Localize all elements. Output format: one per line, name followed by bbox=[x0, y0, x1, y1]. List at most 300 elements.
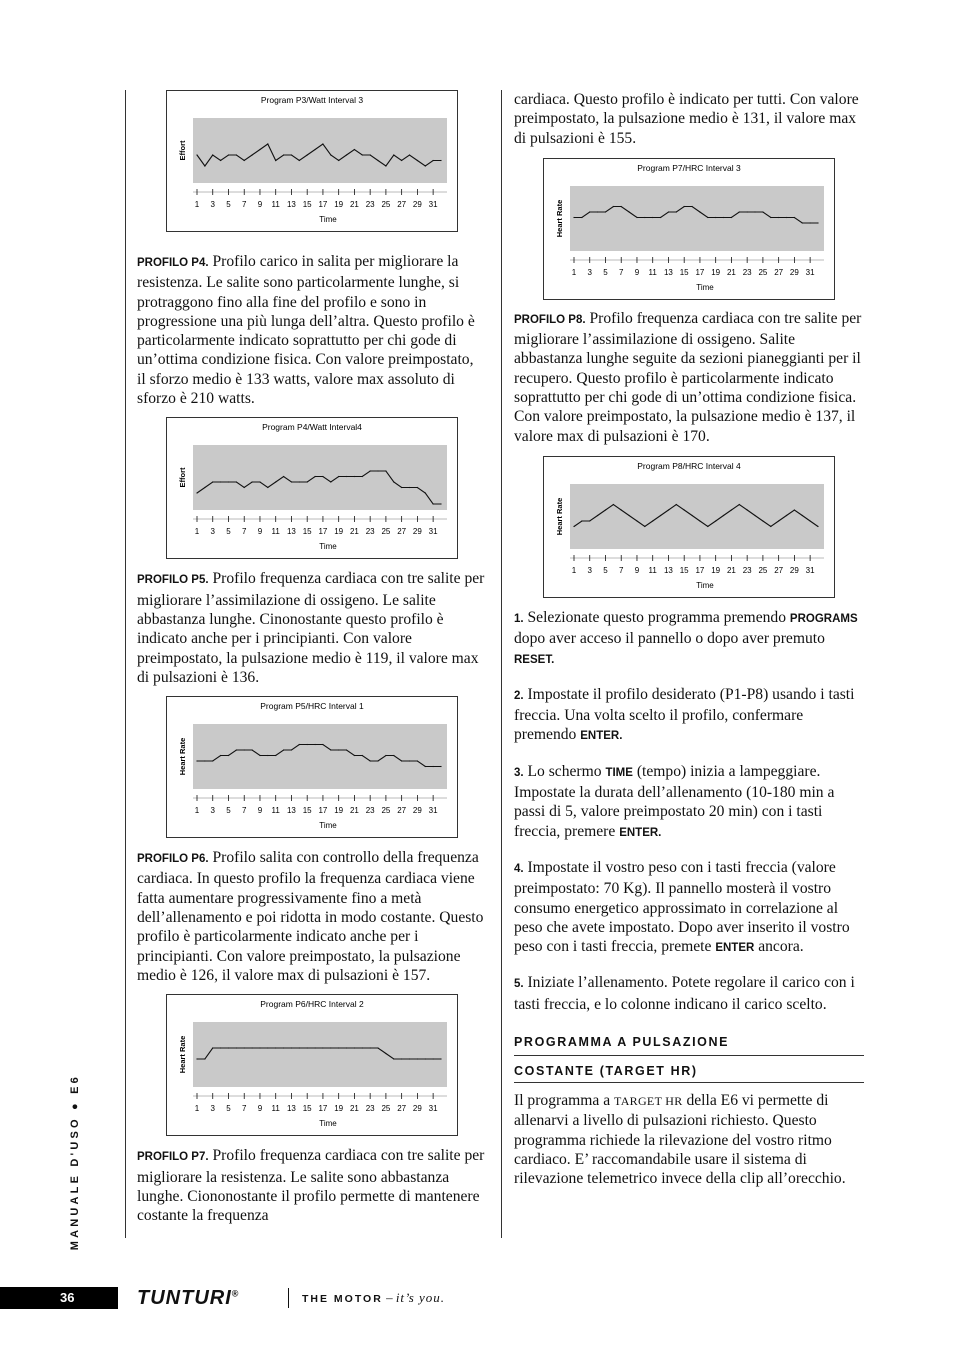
chart-svg bbox=[167, 91, 457, 231]
data-point bbox=[597, 211, 598, 212]
data-point bbox=[315, 1048, 316, 1049]
step-3-key-time: TIME bbox=[605, 766, 633, 779]
data-point bbox=[754, 211, 755, 212]
chart-svg bbox=[544, 457, 834, 597]
step-4-number: 4. bbox=[514, 862, 524, 875]
data-point bbox=[291, 750, 292, 751]
p6-label: PROFILO P6. bbox=[137, 853, 209, 866]
data-point bbox=[307, 744, 308, 745]
data-point bbox=[275, 160, 276, 161]
data-point bbox=[259, 1048, 260, 1049]
x-tick-label: 5 bbox=[226, 527, 231, 537]
x-tick-label: 5 bbox=[226, 806, 231, 816]
data-point bbox=[802, 515, 803, 516]
data-point bbox=[425, 493, 426, 494]
data-point bbox=[228, 154, 229, 155]
target-hr-text-c: della E6 vi permette di allenarvi a livello di pulsazioni richiesto. Questo programma richiede la rilevazione del vostro ritmo cardiaco. E’ raccomandabile usare il sistema di rilevazione telemetrico invece della clip all’orecchio. bbox=[514, 1092, 846, 1188]
x-tick-label: 19 bbox=[334, 200, 344, 209]
data-point bbox=[440, 160, 441, 161]
data-point bbox=[315, 149, 316, 150]
y-axis-label: Heart Rate bbox=[178, 1035, 187, 1074]
x-tick-label: 13 bbox=[663, 267, 673, 277]
x-tick-label: 17 bbox=[318, 806, 328, 816]
data-point bbox=[731, 217, 732, 218]
section-heading-line2: COSTANTE (TARGET HR) bbox=[514, 1064, 698, 1079]
data-point bbox=[244, 750, 245, 751]
data-point bbox=[605, 509, 606, 510]
data-point bbox=[220, 755, 221, 756]
data-point bbox=[315, 744, 316, 745]
x-tick-label: 25 bbox=[758, 565, 768, 575]
x-tick-label: 21 bbox=[349, 806, 359, 816]
tagline-its-you: it’s you. bbox=[395, 1290, 446, 1305]
plot-area bbox=[570, 186, 824, 251]
data-point bbox=[370, 761, 371, 762]
data-point bbox=[307, 1048, 308, 1049]
footer-separator bbox=[288, 1288, 289, 1308]
x-tick-label: 11 bbox=[271, 806, 280, 816]
data-point bbox=[699, 211, 700, 212]
data-point bbox=[330, 482, 331, 483]
x-tick-label: 9 bbox=[634, 267, 640, 277]
data-point bbox=[786, 217, 787, 218]
step-4-key-enter: ENTER bbox=[715, 942, 755, 955]
step-1-number: 1. bbox=[514, 612, 524, 625]
step-3-number: 3. bbox=[514, 766, 524, 779]
x-tick-label: 21 bbox=[349, 527, 359, 537]
data-point bbox=[778, 520, 779, 521]
data-point bbox=[204, 1059, 205, 1060]
right-column bbox=[514, 90, 864, 1189]
data-point bbox=[377, 471, 378, 472]
p6-paragraph bbox=[137, 848, 485, 985]
data-point bbox=[794, 509, 795, 510]
data-point bbox=[409, 154, 410, 155]
side-manual-label bbox=[69, 1074, 89, 1274]
x-tick-label: 15 bbox=[302, 200, 312, 209]
data-point bbox=[196, 493, 197, 494]
x-tick-label: 15 bbox=[679, 565, 689, 575]
data-point bbox=[770, 217, 771, 218]
data-point bbox=[762, 211, 763, 212]
data-point bbox=[362, 154, 363, 155]
x-tick-label: 13 bbox=[286, 200, 296, 209]
data-point bbox=[794, 217, 795, 218]
data-point bbox=[370, 471, 371, 472]
x-tick-label: 17 bbox=[695, 565, 705, 575]
section-heading-line1: PROGRAMMA A PULSAZIONE bbox=[514, 1035, 730, 1050]
x-axis-label: Time bbox=[319, 215, 337, 224]
p8-text: Profilo frequenza cardiaca con tre salite per migliorare l’assimilazione di ossigeno. Salite abbastanza lunghe seguite da sezioni pianeggianti per il recupero. Questo profilo è particolarmente indicato soprattutto per chi gode di un’ottima condizione fisica. Con valore preimpostato, la pulsazione medio è 137, il valore max di pulsazioni è 170. bbox=[514, 309, 862, 445]
x-tick-label: 31 bbox=[805, 267, 815, 277]
step-3-text-c: (tempo) inizia a lampeggiare. Impostate la durata dell’allenamento (10-180 min a passi di 5, valore preimpostato 20 min) con i tasti freccia, premere bbox=[514, 762, 835, 840]
data-point bbox=[597, 515, 598, 516]
data-point bbox=[346, 1048, 347, 1049]
p7-label: PROFILO P7. bbox=[137, 1151, 209, 1164]
x-tick-label: 19 bbox=[334, 806, 344, 816]
y-axis-label: Heart Rate bbox=[178, 737, 187, 776]
chart-title: Program P6/HRC Interval 2 bbox=[260, 999, 364, 1010]
chart-title: Program P3/Watt Interval 3 bbox=[260, 95, 364, 105]
step-2-key-enter: ENTER. bbox=[580, 730, 623, 743]
chart-p7 bbox=[543, 158, 835, 300]
data-point bbox=[660, 217, 661, 218]
x-tick-label: 5 bbox=[603, 565, 608, 575]
x-tick-label: 31 bbox=[428, 527, 438, 537]
data-point bbox=[338, 1048, 339, 1049]
data-point bbox=[409, 761, 410, 762]
x-tick-label: 29 bbox=[789, 267, 799, 277]
data-point bbox=[401, 1059, 402, 1060]
x-tick-label: 1 bbox=[194, 806, 200, 816]
data-point bbox=[739, 211, 740, 212]
data-point bbox=[385, 1053, 386, 1054]
data-point bbox=[346, 476, 347, 477]
x-tick-label: 15 bbox=[679, 267, 689, 277]
x-tick-label: 27 bbox=[397, 806, 407, 816]
data-point bbox=[330, 1048, 331, 1049]
column-rule-right bbox=[501, 90, 502, 1238]
data-point bbox=[636, 217, 637, 218]
data-point bbox=[605, 211, 606, 212]
column-rule-left bbox=[125, 90, 126, 1238]
registered-mark: ® bbox=[231, 1288, 240, 1299]
p4-paragraph bbox=[137, 252, 485, 408]
data-point bbox=[692, 206, 693, 207]
x-tick-label: 23 bbox=[742, 565, 752, 575]
data-point bbox=[715, 520, 716, 521]
x-tick-label: 23 bbox=[365, 200, 375, 209]
x-tick-label: 9 bbox=[257, 1104, 263, 1114]
data-point bbox=[362, 476, 363, 477]
data-point bbox=[338, 476, 339, 477]
data-point bbox=[338, 750, 339, 751]
data-point bbox=[299, 744, 300, 745]
data-point bbox=[212, 482, 213, 483]
data-point bbox=[715, 217, 716, 218]
data-point bbox=[393, 154, 394, 155]
x-tick-label: 29 bbox=[412, 806, 422, 816]
x-tick-label: 11 bbox=[271, 200, 280, 209]
footer-tagline bbox=[302, 1290, 445, 1306]
data-point bbox=[707, 217, 708, 218]
x-tick-label: 23 bbox=[365, 1104, 375, 1114]
x-tick-label: 23 bbox=[365, 806, 375, 816]
data-point bbox=[377, 160, 378, 161]
data-point bbox=[613, 206, 614, 207]
p4-label: PROFILO P4. bbox=[137, 257, 209, 269]
x-tick-label: 7 bbox=[241, 806, 247, 816]
data-point bbox=[291, 154, 292, 155]
x-axis-label: Time bbox=[319, 542, 337, 552]
x-tick-label: 13 bbox=[663, 565, 673, 575]
data-point bbox=[417, 761, 418, 762]
x-tick-label: 15 bbox=[302, 806, 312, 816]
data-point bbox=[644, 526, 645, 527]
data-point bbox=[377, 1048, 378, 1049]
brand-name: TUNTURI bbox=[137, 1287, 232, 1309]
data-point bbox=[747, 509, 748, 510]
data-point bbox=[573, 526, 574, 527]
data-point bbox=[762, 520, 763, 521]
step-3-key-enter: ENTER. bbox=[619, 826, 662, 839]
data-point bbox=[228, 1048, 229, 1049]
data-point bbox=[362, 1048, 363, 1049]
data-point bbox=[322, 1048, 323, 1049]
side-manual-text: MANUALE D'USO ● E6 bbox=[69, 1074, 81, 1251]
data-point bbox=[259, 149, 260, 150]
x-tick-label: 11 bbox=[271, 1104, 280, 1114]
data-point bbox=[393, 482, 394, 483]
data-point bbox=[354, 1048, 355, 1049]
step-2-text: Impostate il profilo desiderato (P1-P8) usando i tasti freccia. Una volta scelto il profilo, confermare premendo bbox=[514, 685, 855, 744]
x-tick-label: 7 bbox=[241, 527, 247, 537]
data-point bbox=[236, 154, 237, 155]
data-point bbox=[252, 1048, 253, 1049]
y-axis-label: Effort bbox=[178, 467, 187, 488]
data-point bbox=[425, 1059, 426, 1060]
x-axis-label: Time bbox=[696, 580, 714, 590]
x-tick-label: 13 bbox=[286, 527, 296, 537]
data-point bbox=[621, 509, 622, 510]
data-point bbox=[417, 1059, 418, 1060]
p6-text: Profilo salita con controllo della frequenza cardiaca. In questo profilo la frequenza cardiaca viene fatta aumentare progressivamente fino a metà dell’allenamento e poi ridotta in modo costante. Questo profilo è particolarmente indicato anche per i principianti. Con valore preimpostato, la pulsazione medio è 126, il valore max di pulsazioni è 157. bbox=[137, 849, 484, 984]
x-tick-label: 27 bbox=[774, 565, 784, 575]
data-point bbox=[676, 211, 677, 212]
chart-title: Program P7/HRC Interval 3 bbox=[637, 162, 741, 173]
data-point bbox=[236, 750, 237, 751]
data-point bbox=[354, 476, 355, 477]
data-point bbox=[259, 482, 260, 483]
x-tick-label: 25 bbox=[381, 527, 391, 537]
data-point bbox=[275, 755, 276, 756]
data-point bbox=[196, 1059, 197, 1060]
data-point bbox=[440, 766, 441, 767]
x-tick-label: 21 bbox=[726, 267, 736, 277]
x-tick-label: 9 bbox=[634, 565, 640, 575]
data-point bbox=[267, 755, 268, 756]
data-point bbox=[573, 217, 574, 218]
x-tick-label: 3 bbox=[587, 267, 592, 277]
chart-title: Program P8/HRC Interval 4 bbox=[637, 460, 741, 471]
x-tick-label: 15 bbox=[302, 527, 312, 537]
data-point bbox=[817, 222, 818, 223]
chart-svg bbox=[544, 159, 834, 299]
data-point bbox=[699, 520, 700, 521]
x-tick-label: 5 bbox=[226, 200, 231, 209]
data-point bbox=[747, 211, 748, 212]
chart-svg bbox=[167, 995, 457, 1135]
x-tick-label: 17 bbox=[318, 200, 328, 209]
data-point bbox=[283, 1048, 284, 1049]
x-tick-label: 9 bbox=[257, 527, 263, 537]
data-point bbox=[723, 515, 724, 516]
data-point bbox=[275, 482, 276, 483]
data-point bbox=[212, 1048, 213, 1049]
p7-continuation: cardiaca. Questo profilo è indicato per tutti. Con valore preimpostato, la pulsazione medio è 131, il valore max di pulsazioni è 155. bbox=[514, 91, 859, 147]
step-5-text: Iniziate l’allenamento. Potete regolare il carico con i tasti freccia, e lo colonne indicano il carico scelto. bbox=[514, 974, 855, 1013]
data-point bbox=[236, 1048, 237, 1049]
data-point bbox=[754, 515, 755, 516]
step-2-number: 2. bbox=[514, 689, 524, 702]
data-point bbox=[370, 1048, 371, 1049]
data-point bbox=[393, 755, 394, 756]
data-point bbox=[409, 487, 410, 488]
x-tick-label: 27 bbox=[397, 1104, 407, 1114]
chart-p8 bbox=[543, 456, 835, 598]
data-point bbox=[731, 509, 732, 510]
x-tick-label: 1 bbox=[194, 200, 200, 209]
x-tick-label: 3 bbox=[587, 565, 592, 575]
data-point bbox=[739, 504, 740, 505]
x-tick-label: 31 bbox=[805, 565, 815, 575]
data-point bbox=[204, 761, 205, 762]
x-tick-label: 19 bbox=[334, 527, 344, 537]
data-point bbox=[244, 1048, 245, 1049]
data-point bbox=[346, 750, 347, 751]
data-point bbox=[401, 160, 402, 161]
chart-p6 bbox=[166, 994, 458, 1136]
step-3 bbox=[514, 762, 864, 843]
data-point bbox=[786, 515, 787, 516]
x-axis-label: Time bbox=[696, 282, 714, 292]
chart-p5 bbox=[166, 696, 458, 838]
p7-paragraph bbox=[137, 1146, 485, 1225]
data-point bbox=[322, 744, 323, 745]
x-tick-label: 29 bbox=[789, 565, 799, 575]
p8-paragraph bbox=[514, 309, 864, 446]
data-point bbox=[629, 515, 630, 516]
data-point bbox=[668, 211, 669, 212]
data-point bbox=[275, 1048, 276, 1049]
plot-area bbox=[193, 1022, 447, 1087]
data-point bbox=[393, 1059, 394, 1060]
data-point bbox=[283, 476, 284, 477]
plot-area bbox=[193, 118, 447, 183]
data-point bbox=[220, 1048, 221, 1049]
data-point bbox=[692, 515, 693, 516]
data-point bbox=[291, 482, 292, 483]
x-tick-label: 31 bbox=[428, 1104, 438, 1114]
data-point bbox=[613, 504, 614, 505]
data-point bbox=[267, 1048, 268, 1049]
data-point bbox=[252, 154, 253, 155]
chart-title: Program P5/HRC Interval 1 bbox=[260, 701, 364, 712]
chart-p4 bbox=[166, 417, 458, 559]
data-point bbox=[684, 509, 685, 510]
x-tick-label: 7 bbox=[618, 565, 624, 575]
step-2 bbox=[514, 685, 864, 747]
step-1 bbox=[514, 608, 864, 670]
data-point bbox=[244, 487, 245, 488]
x-tick-label: 21 bbox=[726, 565, 736, 575]
data-point bbox=[322, 143, 323, 144]
x-tick-label: 25 bbox=[381, 200, 391, 209]
data-point bbox=[433, 160, 434, 161]
plot-area bbox=[193, 724, 447, 789]
x-tick-label: 1 bbox=[194, 1104, 200, 1114]
data-point bbox=[581, 217, 582, 218]
data-point bbox=[817, 526, 818, 527]
data-point bbox=[204, 165, 205, 166]
step-1-text-a: Selezionate questo programma premendo bbox=[523, 608, 790, 626]
x-tick-label: 19 bbox=[711, 267, 721, 277]
chart-title: Program P4/Watt Interval4 bbox=[262, 422, 362, 433]
data-point bbox=[401, 487, 402, 488]
target-hr-paragraph bbox=[514, 1091, 864, 1188]
x-tick-label: 11 bbox=[648, 565, 657, 575]
data-point bbox=[228, 482, 229, 483]
data-point bbox=[770, 526, 771, 527]
data-point bbox=[660, 515, 661, 516]
data-point bbox=[196, 761, 197, 762]
data-point bbox=[652, 217, 653, 218]
x-tick-label: 29 bbox=[412, 200, 422, 209]
data-point bbox=[385, 471, 386, 472]
data-point bbox=[267, 487, 268, 488]
x-tick-label: 17 bbox=[318, 527, 328, 537]
chart-svg bbox=[167, 418, 457, 558]
data-point bbox=[236, 482, 237, 483]
step-4 bbox=[514, 858, 864, 958]
heading-rule-2 bbox=[514, 1082, 864, 1083]
p8-label: PROFILO P8. bbox=[514, 313, 586, 326]
x-tick-label: 27 bbox=[774, 267, 784, 277]
x-tick-label: 21 bbox=[349, 200, 359, 209]
data-point bbox=[417, 487, 418, 488]
data-point bbox=[330, 154, 331, 155]
data-point bbox=[212, 154, 213, 155]
data-point bbox=[259, 755, 260, 756]
data-point bbox=[283, 750, 284, 751]
x-tick-label: 5 bbox=[226, 1104, 231, 1114]
x-tick-label: 3 bbox=[210, 527, 215, 537]
data-point bbox=[810, 222, 811, 223]
data-point bbox=[330, 750, 331, 751]
x-tick-label: 27 bbox=[397, 200, 407, 209]
y-axis-label: Effort bbox=[178, 140, 187, 161]
data-point bbox=[385, 165, 386, 166]
x-tick-label: 29 bbox=[412, 527, 422, 537]
x-tick-label: 13 bbox=[286, 1104, 296, 1114]
data-point bbox=[621, 206, 622, 207]
data-point bbox=[433, 1059, 434, 1060]
x-tick-label: 23 bbox=[365, 527, 375, 537]
data-point bbox=[644, 217, 645, 218]
data-point bbox=[204, 487, 205, 488]
data-point bbox=[684, 206, 685, 207]
x-tick-label: 11 bbox=[648, 267, 657, 277]
x-tick-label: 9 bbox=[257, 806, 263, 816]
data-point bbox=[629, 211, 630, 212]
data-point bbox=[244, 160, 245, 161]
chart-p3 bbox=[166, 90, 458, 232]
data-point bbox=[636, 520, 637, 521]
data-point bbox=[425, 766, 426, 767]
page-number: 36 bbox=[0, 1287, 118, 1309]
left-column bbox=[137, 90, 485, 1225]
x-tick-label: 21 bbox=[349, 1104, 359, 1114]
x-axis-label: Time bbox=[319, 821, 337, 831]
data-point bbox=[307, 154, 308, 155]
x-tick-label: 25 bbox=[758, 267, 768, 277]
step-1-text-c: dopo aver acceso il pannello o dopo aver premuto bbox=[514, 630, 825, 648]
data-point bbox=[652, 520, 653, 521]
x-tick-label: 3 bbox=[210, 200, 215, 209]
data-point bbox=[354, 755, 355, 756]
x-tick-label: 19 bbox=[334, 1104, 344, 1114]
x-tick-label: 31 bbox=[428, 200, 438, 209]
